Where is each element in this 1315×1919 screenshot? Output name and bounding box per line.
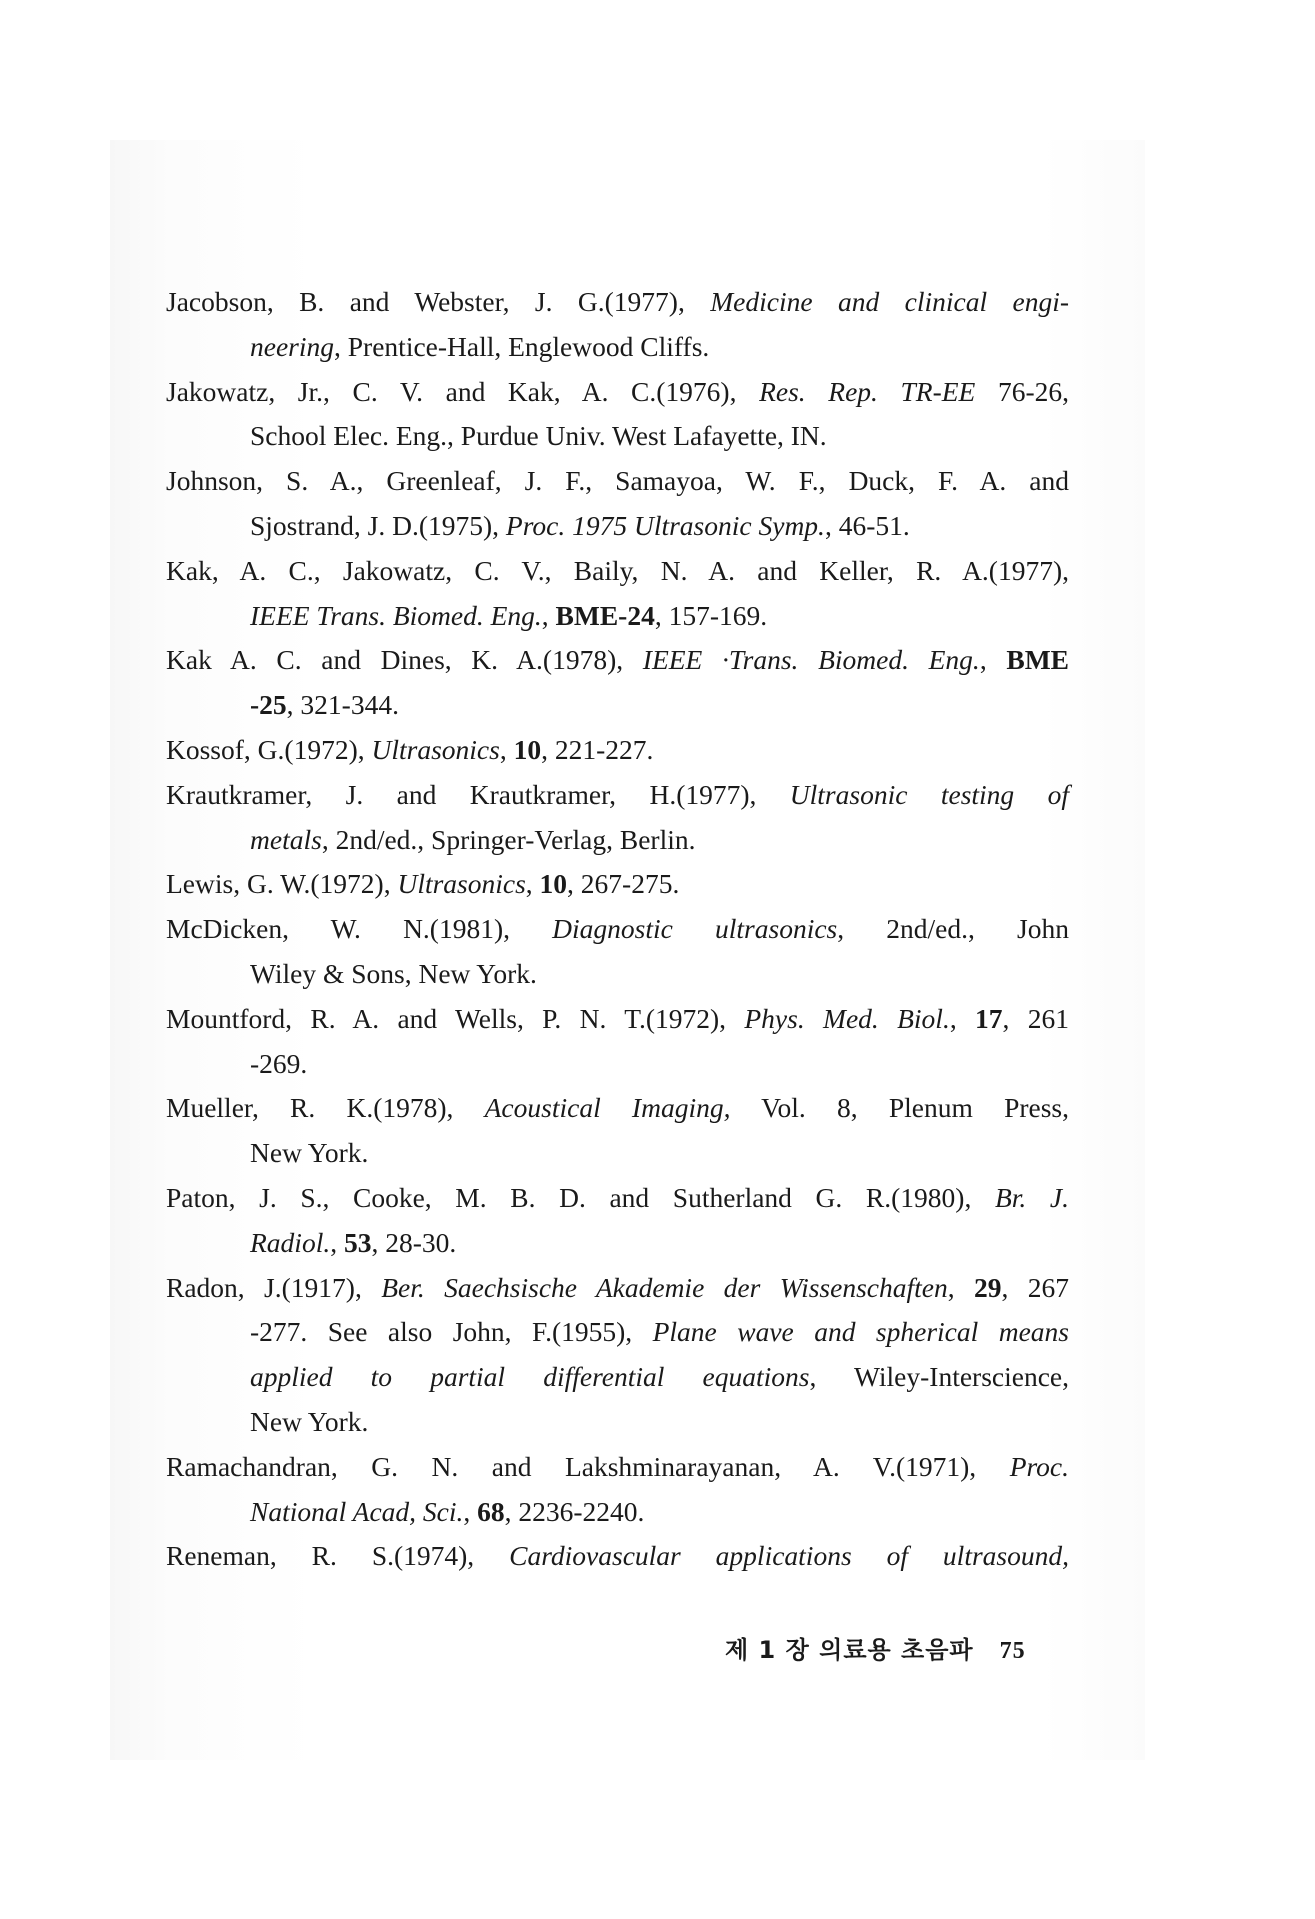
reference-entry <box>166 1534 1069 1579</box>
reference-text: -277. See also John, F.(1955), <box>250 1316 653 1348</box>
reference-entry <box>166 1445 1069 1535</box>
reference-text: , Prentice-Hall, Englewood Cliffs. <box>334 330 710 362</box>
reference-volume: 53 <box>343 1226 372 1258</box>
reference-line <box>166 683 1069 728</box>
reference-line <box>166 594 1069 639</box>
reference-text: Kossof, G.(1972), <box>166 733 372 765</box>
reference-volume: 68 <box>477 1495 505 1527</box>
reference-text: , <box>979 644 1007 676</box>
reference-line <box>166 1042 1069 1087</box>
reference-line <box>166 1355 1069 1400</box>
reference-text: , 46-51. <box>824 509 910 541</box>
reference-title: IEEE ·Trans. Biomed. Eng. <box>642 644 980 676</box>
reference-text: Mountford, R. A. and Wells, P. N. T.(1972), <box>166 1002 745 1034</box>
reference-text: Mueller, R. K.(1978), <box>166 1092 485 1124</box>
reference-line <box>166 1445 1069 1490</box>
reference-title: Proc. 1975 Ultrasonic Symp. <box>505 509 825 541</box>
reference-text: , 267-275. <box>567 868 680 900</box>
reference-title: neering <box>250 330 335 362</box>
reference-text: Krautkramer, J. and Krautkramer, H.(1977), <box>166 778 790 810</box>
reference-title: Ber. Saechsische Akademie der Wissenschaften <box>381 1271 948 1303</box>
reference-line <box>166 773 1069 818</box>
reference-text: Reneman, R. S.(1974), <box>166 1540 510 1572</box>
reference-entry <box>166 862 1069 907</box>
reference-line <box>166 997 1069 1042</box>
reference-entry <box>166 549 1069 639</box>
reference-line <box>166 1400 1069 1445</box>
reference-volume: 10 <box>513 733 542 765</box>
reference-line <box>166 907 1069 952</box>
reference-line <box>166 549 1069 594</box>
reference-entry <box>166 1086 1069 1176</box>
reference-entry <box>166 728 1069 773</box>
reference-text: , 261 <box>1002 1002 1070 1034</box>
reference-line <box>166 414 1069 459</box>
reference-volume: 10 <box>539 868 568 900</box>
reference-volume: BME-24 <box>555 599 655 631</box>
reference-text: Wiley & Sons, New York. <box>250 957 537 989</box>
reference-title: Phys. Med. Biol. <box>744 1002 950 1034</box>
chapter-title: 제 1 장 의료용 초음파 <box>725 1636 974 1664</box>
reference-title: Acoustical Imaging, <box>484 1092 731 1124</box>
reference-entry <box>166 907 1069 997</box>
reference-title: Medicine and clinical engi- <box>710 286 1069 317</box>
reference-text: , 28-30. <box>371 1226 457 1258</box>
page-footer <box>725 1630 1026 1665</box>
reference-line <box>166 1086 1069 1131</box>
reference-text: Kak, A. C., Jakowatz, C. V., Baily, N. A. and Keller, R. A.(1977), <box>166 554 1069 586</box>
reference-title: applied to partial differential equations <box>250 1361 810 1393</box>
reference-text: Lewis, G. W.(1972), <box>166 868 398 900</box>
reference-title: Radiol. <box>250 1226 331 1258</box>
reference-entry <box>166 280 1069 370</box>
reference-title: Ultrasonics <box>371 733 500 765</box>
reference-line <box>166 1221 1069 1266</box>
reference-text: Jakowatz, Jr., C. V. and Kak, A. C.(1976), <box>166 375 760 407</box>
reference-entry <box>166 459 1069 549</box>
reference-title: National Acad, Sci. <box>250 1495 464 1527</box>
reference-line <box>166 952 1069 997</box>
reference-text: , <box>949 1002 976 1034</box>
reference-line <box>166 325 1069 370</box>
reference-line <box>166 504 1069 549</box>
reference-line <box>166 1534 1069 1579</box>
reference-title: Proc. <box>1009 1450 1069 1482</box>
reference-title: Cardiovascular applications of ultrasound, <box>509 1540 1069 1572</box>
reference-line <box>166 280 1069 325</box>
reference-text: Jacobson, B. and Webster, J. G.(1977), <box>166 286 711 317</box>
reference-text: , 221-227. <box>541 733 654 765</box>
reference-text: , <box>463 1495 478 1527</box>
reference-text: , <box>947 1271 974 1303</box>
reference-volume: 29 <box>974 1271 1002 1303</box>
reference-line <box>166 1131 1069 1176</box>
reference-title: Res. Rep. TR-EE <box>759 375 976 407</box>
reference-title: metals <box>250 823 322 855</box>
reference-line <box>166 1266 1069 1311</box>
reference-entry <box>166 997 1069 1087</box>
reference-volume: BME <box>1006 644 1069 676</box>
reference-text: Radon, J.(1917), <box>166 1271 382 1303</box>
reference-line <box>166 1310 1069 1355</box>
reference-text: -269. <box>250 1047 308 1079</box>
reference-text: 76-26, <box>975 375 1069 407</box>
reference-entry <box>166 370 1069 460</box>
reference-volume: -25 <box>250 689 287 721</box>
reference-entry <box>166 638 1069 728</box>
reference-title: Ultrasonic testing of <box>789 778 1069 810</box>
reference-line <box>166 459 1069 504</box>
reference-text: , <box>330 1226 344 1258</box>
reference-text: Sjostrand, J. D.(1975), <box>250 509 506 541</box>
reference-text: , <box>541 599 556 631</box>
reference-text: , <box>499 733 514 765</box>
reference-title: Ultrasonics <box>397 868 526 900</box>
reference-line <box>166 862 1069 907</box>
reference-entry <box>166 1266 1069 1445</box>
reference-line <box>166 370 1069 415</box>
reference-text: , 2236-2240. <box>504 1495 645 1527</box>
reference-line <box>166 818 1069 863</box>
reference-title: Diagnostic ultrasonics <box>552 913 838 945</box>
reference-text: New York. <box>250 1405 369 1437</box>
reference-line <box>166 728 1069 773</box>
reference-text: Kak A. C. and Dines, K. A.(1978), <box>166 644 643 676</box>
reference-text: New York. <box>250 1137 369 1169</box>
reference-text: Vol. 8, Plenum Press, <box>730 1092 1070 1124</box>
reference-list <box>166 280 1069 1579</box>
reference-text: , 2nd/ed., Springer-Verlag, Berlin. <box>321 823 696 855</box>
reference-text: , 157-169. <box>654 599 768 631</box>
page-number: 75 <box>999 1638 1026 1664</box>
reference-text: , 321-344. <box>286 689 399 721</box>
reference-title: Br. J. <box>994 1181 1069 1213</box>
reference-text: Paton, J. S., Cooke, M. B. D. and Sutherland G. R.(1980), <box>166 1181 995 1213</box>
reference-text: School Elec. Eng., Purdue Univ. West Lafayette, IN. <box>250 420 827 452</box>
reference-text: , Wiley-Interscience, <box>809 1361 1069 1393</box>
reference-entry <box>166 773 1069 863</box>
reference-title: IEEE Trans. Biomed. Eng. <box>250 599 542 631</box>
reference-line <box>166 1490 1069 1535</box>
reference-text: Johnson, S. A., Greenleaf, J. F., Samayoa, W. F., Duck, F. A. and <box>166 465 1069 497</box>
reference-volume: 17 <box>975 1002 1003 1034</box>
reference-title: Plane wave and spherical means <box>652 1316 1069 1348</box>
reference-line <box>166 1176 1069 1221</box>
reference-entry <box>166 1176 1069 1266</box>
reference-text: Ramachandran, G. N. and Lakshminarayanan, A. V.(1971), <box>166 1450 1010 1482</box>
reference-text: , 2nd/ed., John <box>837 913 1069 945</box>
reference-text: , <box>525 868 540 900</box>
reference-text: McDicken, W. N.(1981), <box>166 913 553 945</box>
reference-text: , 267 <box>1001 1271 1070 1303</box>
reference-line <box>166 638 1069 683</box>
